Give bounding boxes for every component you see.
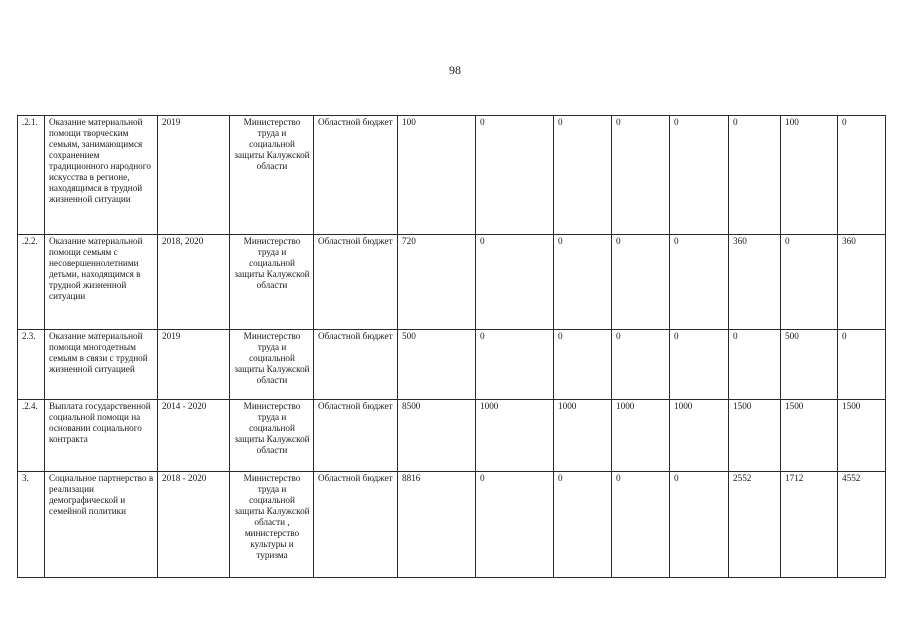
period-cell: 2014 - 2020 [158,400,230,472]
table-row [18,330,886,400]
funding-source-cell: Областной бюджет [314,235,398,330]
year-value-cell: 360 [729,235,781,330]
year-value-cell: 0 [670,472,729,578]
year-value-cell: 360 [838,235,886,330]
table-row [18,116,886,235]
activity-name: Оказание материальной помощи многодетным семьям в связи с трудной жизненной ситуацией [45,330,158,400]
budget-table [17,115,886,578]
year-value-cell: 0 [612,330,670,400]
year-value-cell: 0 [554,116,612,235]
year-value-cell: 0 [670,116,729,235]
year-value-cell: 0 [554,330,612,400]
executor-cell: Министерство труда и социальной защиты Калужской области [230,400,314,472]
activity-name: Оказание материальной помощи творческим семьям, занимающимся сохранением традиционного народного искусства в регионе, находящимся в трудной жизненной ситуации [45,116,158,235]
activity-name: Социальное партнерство в реализации демографической и семейной политики [45,472,158,578]
year-value-cell: 1712 [781,472,838,578]
table-row [18,472,886,578]
row-code: 2.3. [18,330,45,400]
row-code: .2.4. [18,400,45,472]
year-value-cell: 0 [729,116,781,235]
year-value-cell: 0 [476,330,554,400]
total-cell: 8500 [398,400,476,472]
year-value-cell: 0 [612,116,670,235]
period-cell: 2019 [158,116,230,235]
total-cell: 100 [398,116,476,235]
year-value-cell: 0 [670,235,729,330]
year-value-cell: 1500 [781,400,838,472]
row-code: .2.2. [18,235,45,330]
total-cell: 720 [398,235,476,330]
year-value-cell: 4552 [838,472,886,578]
year-value-cell: 0 [670,330,729,400]
year-value-cell: 0 [838,116,886,235]
year-value-cell: 0 [554,235,612,330]
activity-name: Оказание материальной помощи семьям с несовершеннолетними детьми, находящимся в трудной жизненной ситуации [45,235,158,330]
year-value-cell: 0 [554,472,612,578]
year-value-cell: 0 [781,235,838,330]
year-value-cell: 1000 [612,400,670,472]
year-value-cell: 0 [612,235,670,330]
year-value-cell: 0 [476,116,554,235]
row-code: 3. [18,472,45,578]
period-cell: 2018, 2020 [158,235,230,330]
year-value-cell: 1000 [554,400,612,472]
executor-cell: Министерство труда и социальной защиты Калужской области , министерство культуры и туризма [230,472,314,578]
year-value-cell: 0 [476,235,554,330]
period-cell: 2019 [158,330,230,400]
executor-cell: Министерство труда и социальной защиты Калужской области [230,116,314,235]
table-row [18,400,886,472]
year-value-cell: 0 [476,472,554,578]
funding-source-cell: Областной бюджет [314,330,398,400]
activity-name: Выплата государственной социальной помощи на основании социального контракта [45,400,158,472]
funding-source-cell: Областной бюджет [314,400,398,472]
executor-cell: Министерство труда и социальной защиты Калужской области [230,235,314,330]
year-value-cell: 0 [838,330,886,400]
funding-source-cell: Областной бюджет [314,116,398,235]
table-row [18,235,886,330]
year-value-cell: 100 [781,116,838,235]
funding-source-cell: Областной бюджет [314,472,398,578]
year-value-cell: 1000 [476,400,554,472]
total-cell: 8816 [398,472,476,578]
year-value-cell: 1500 [729,400,781,472]
year-value-cell: 0 [729,330,781,400]
row-code: .2.1. [18,116,45,235]
page-number: 98 [449,63,461,77]
total-cell: 500 [398,330,476,400]
executor-cell: Министерство труда и социальной защиты Калужской области [230,330,314,400]
period-cell: 2018 - 2020 [158,472,230,578]
year-value-cell: 1500 [838,400,886,472]
year-value-cell: 500 [781,330,838,400]
year-value-cell: 0 [612,472,670,578]
year-value-cell: 2552 [729,472,781,578]
year-value-cell: 1000 [670,400,729,472]
